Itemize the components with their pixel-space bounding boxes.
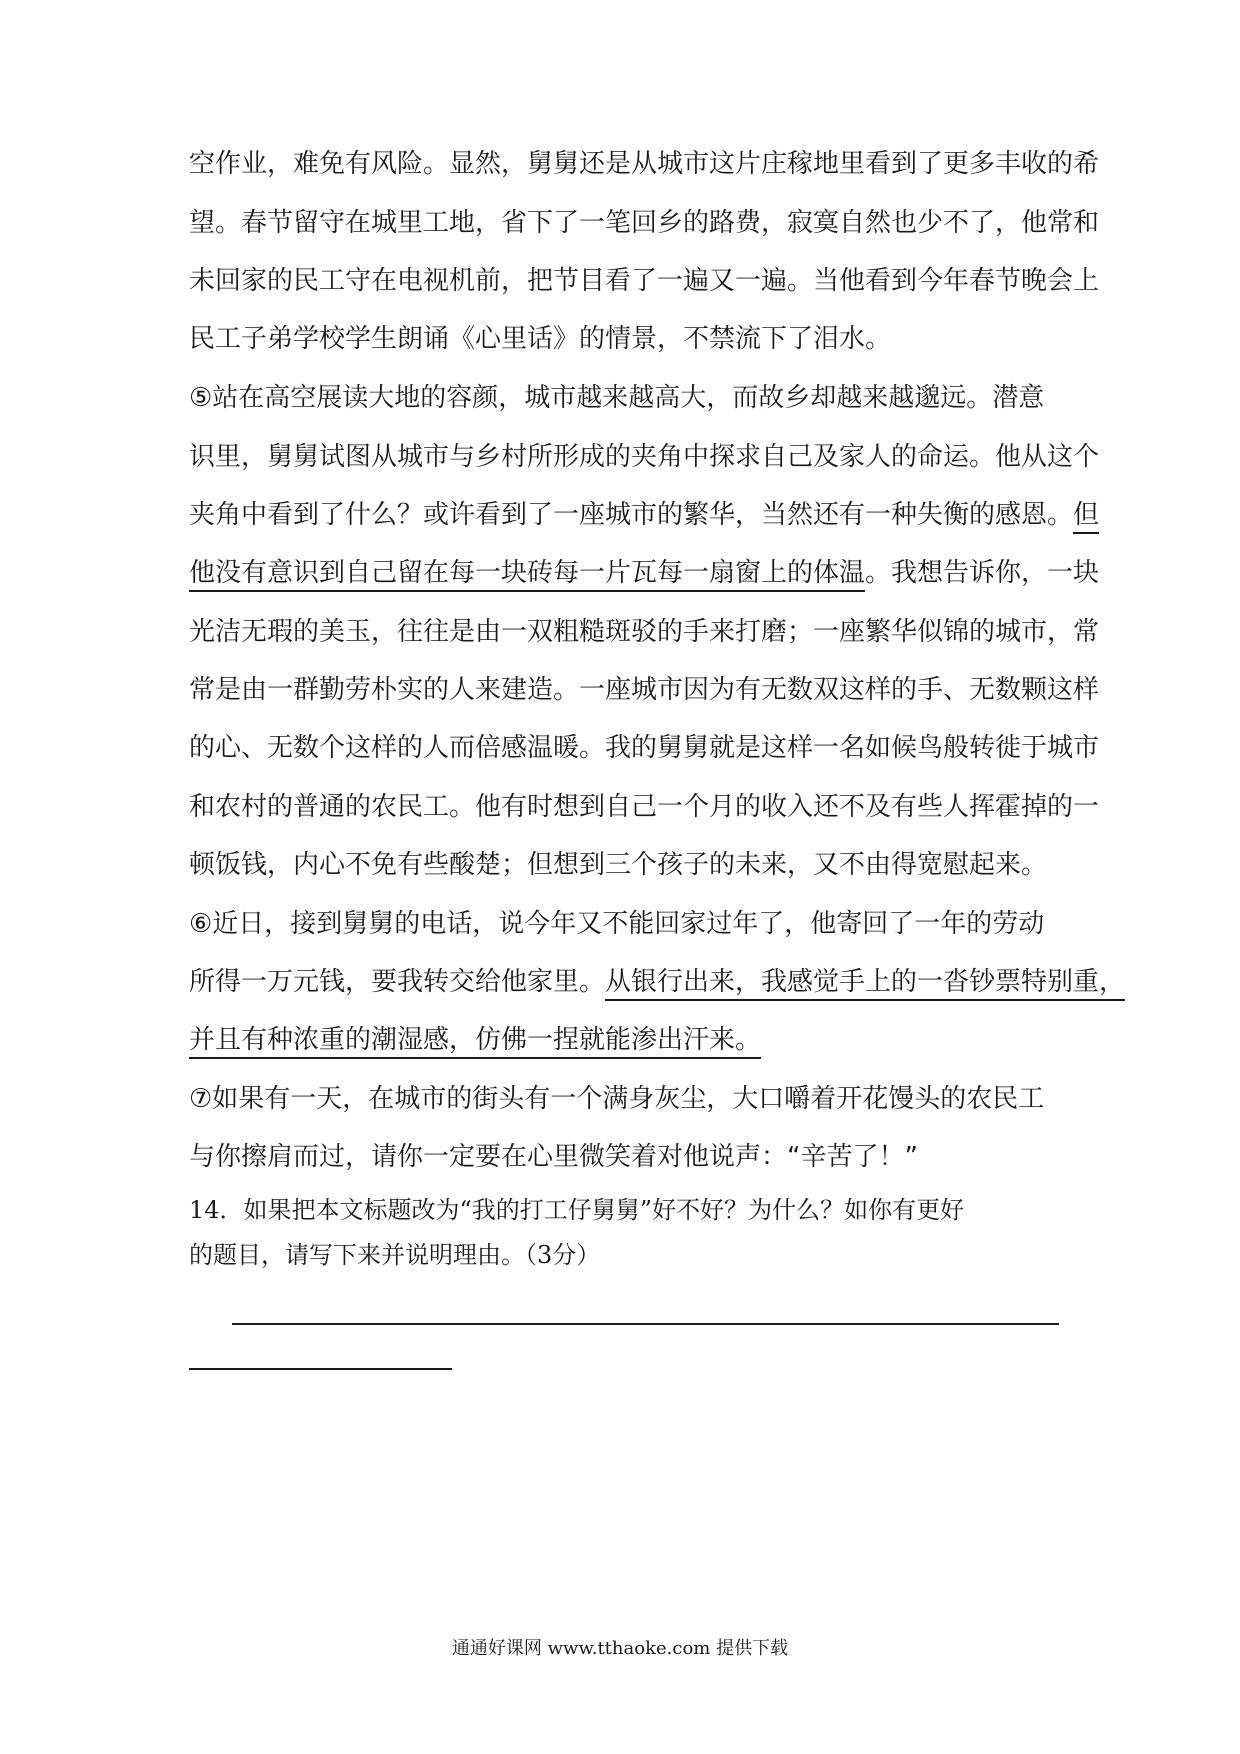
- paragraph-5-line: ⑤站在高空展读大地的容颜，城市越来越高大，而故乡却越来越邈远。潜意: [189, 383, 1045, 413]
- question-14-line: 14．如果把本文标题改为“我的打工仔舅舅”好不好？为什么？如你有更好: [189, 1196, 965, 1224]
- passage-text: 。我想告诉你，一块: [865, 558, 1100, 588]
- passage-line: 空作业，难免有风险。显然，舅舅还是从城市这片庄稼地里看到了更多丰收的希: [189, 149, 1100, 179]
- paragraph-5-line: 的心、无数个这样的人而倍感温暖。我的舅舅就是这样一名如候鸟般转徙于城市: [189, 733, 1100, 763]
- paragraph-5-line: 识里，舅舅试图从城市与乡村所形成的夹角中探求自己及家人的命运。他从这个: [189, 442, 1100, 472]
- passage-text: 夹角中看到了什么？或许看到了一座城市的繁华，当然还有一种失衡的感恩。: [189, 500, 1074, 530]
- paragraph-7-line: 与你擦肩而过，请你一定要在心里微笑着对他说声：“辛苦了！”: [189, 1142, 918, 1172]
- passage-line: 望。春节留守在城里工地，省下了一笔回乡的路费，寂寞自然也少不了，他常和: [189, 208, 1100, 238]
- underlined-sentence: 从银行出来，我感觉手上的一沓钞票特别重，: [605, 967, 1125, 1001]
- paragraph-6-line: [189, 1023, 1059, 1057]
- answer-line[interactable]: [232, 1323, 1059, 1325]
- paragraph-5-line: 顿饭钱，内心不免有些酸楚；但想到三个孩子的未来，又不由得宽慰起来。: [189, 850, 1048, 880]
- answer-line[interactable]: [189, 1368, 452, 1370]
- paragraph-5-line: [189, 498, 1100, 532]
- paragraph-5-line: 和农村的普通的农民工。他有时想到自己一个月的收入还不及有些人挥霍掉的一: [189, 792, 1100, 822]
- paragraph-5-line: 光洁无瑕的美玉，往往是由一双粗糙斑驳的手来打磨；一座繁华似锦的城市，常: [189, 617, 1100, 647]
- paragraph-5-line: [189, 556, 1100, 590]
- underlined-sentence: 但: [1073, 500, 1099, 534]
- page-footer: 通通好课网 www.tthaoke.com 提供下载: [451, 1638, 789, 1659]
- passage-line: 未回家的民工守在电视机前，把节目看了一遍又一遍。当他看到今年春节晚会上: [189, 266, 1100, 296]
- question-14-line: 的题目，请写下来并说明理由。（3分）: [189, 1241, 601, 1269]
- underlined-sentence: 并且有种浓重的潮湿感，仿佛一捏就能渗出汗来。: [189, 1025, 761, 1059]
- paragraph-7-line: ⑦如果有一天，在城市的街头有一个满身灰尘，大口嚼着开花馒头的农民工: [189, 1084, 1045, 1114]
- underlined-sentence: 他没有意识到自己留在每一块砖每一片瓦每一扇窗上的体温: [189, 558, 865, 592]
- paragraph-6-line: ⑥近日，接到舅舅的电话，说今年又不能回家过年了，他寄回了一年的劳动: [189, 909, 1045, 939]
- paragraph-5-line: 常是由一群勤劳朴实的人来建造。一座城市因为有无数双这样的手、无数颗这样: [189, 675, 1100, 705]
- passage-line: 民工子弟学校学生朗诵《心里话》的情景，不禁流下了泪水。: [189, 324, 892, 354]
- paragraph-6-line: [189, 965, 1126, 999]
- passage-text: 所得一万元钱，要我转交给他家里。: [189, 967, 606, 997]
